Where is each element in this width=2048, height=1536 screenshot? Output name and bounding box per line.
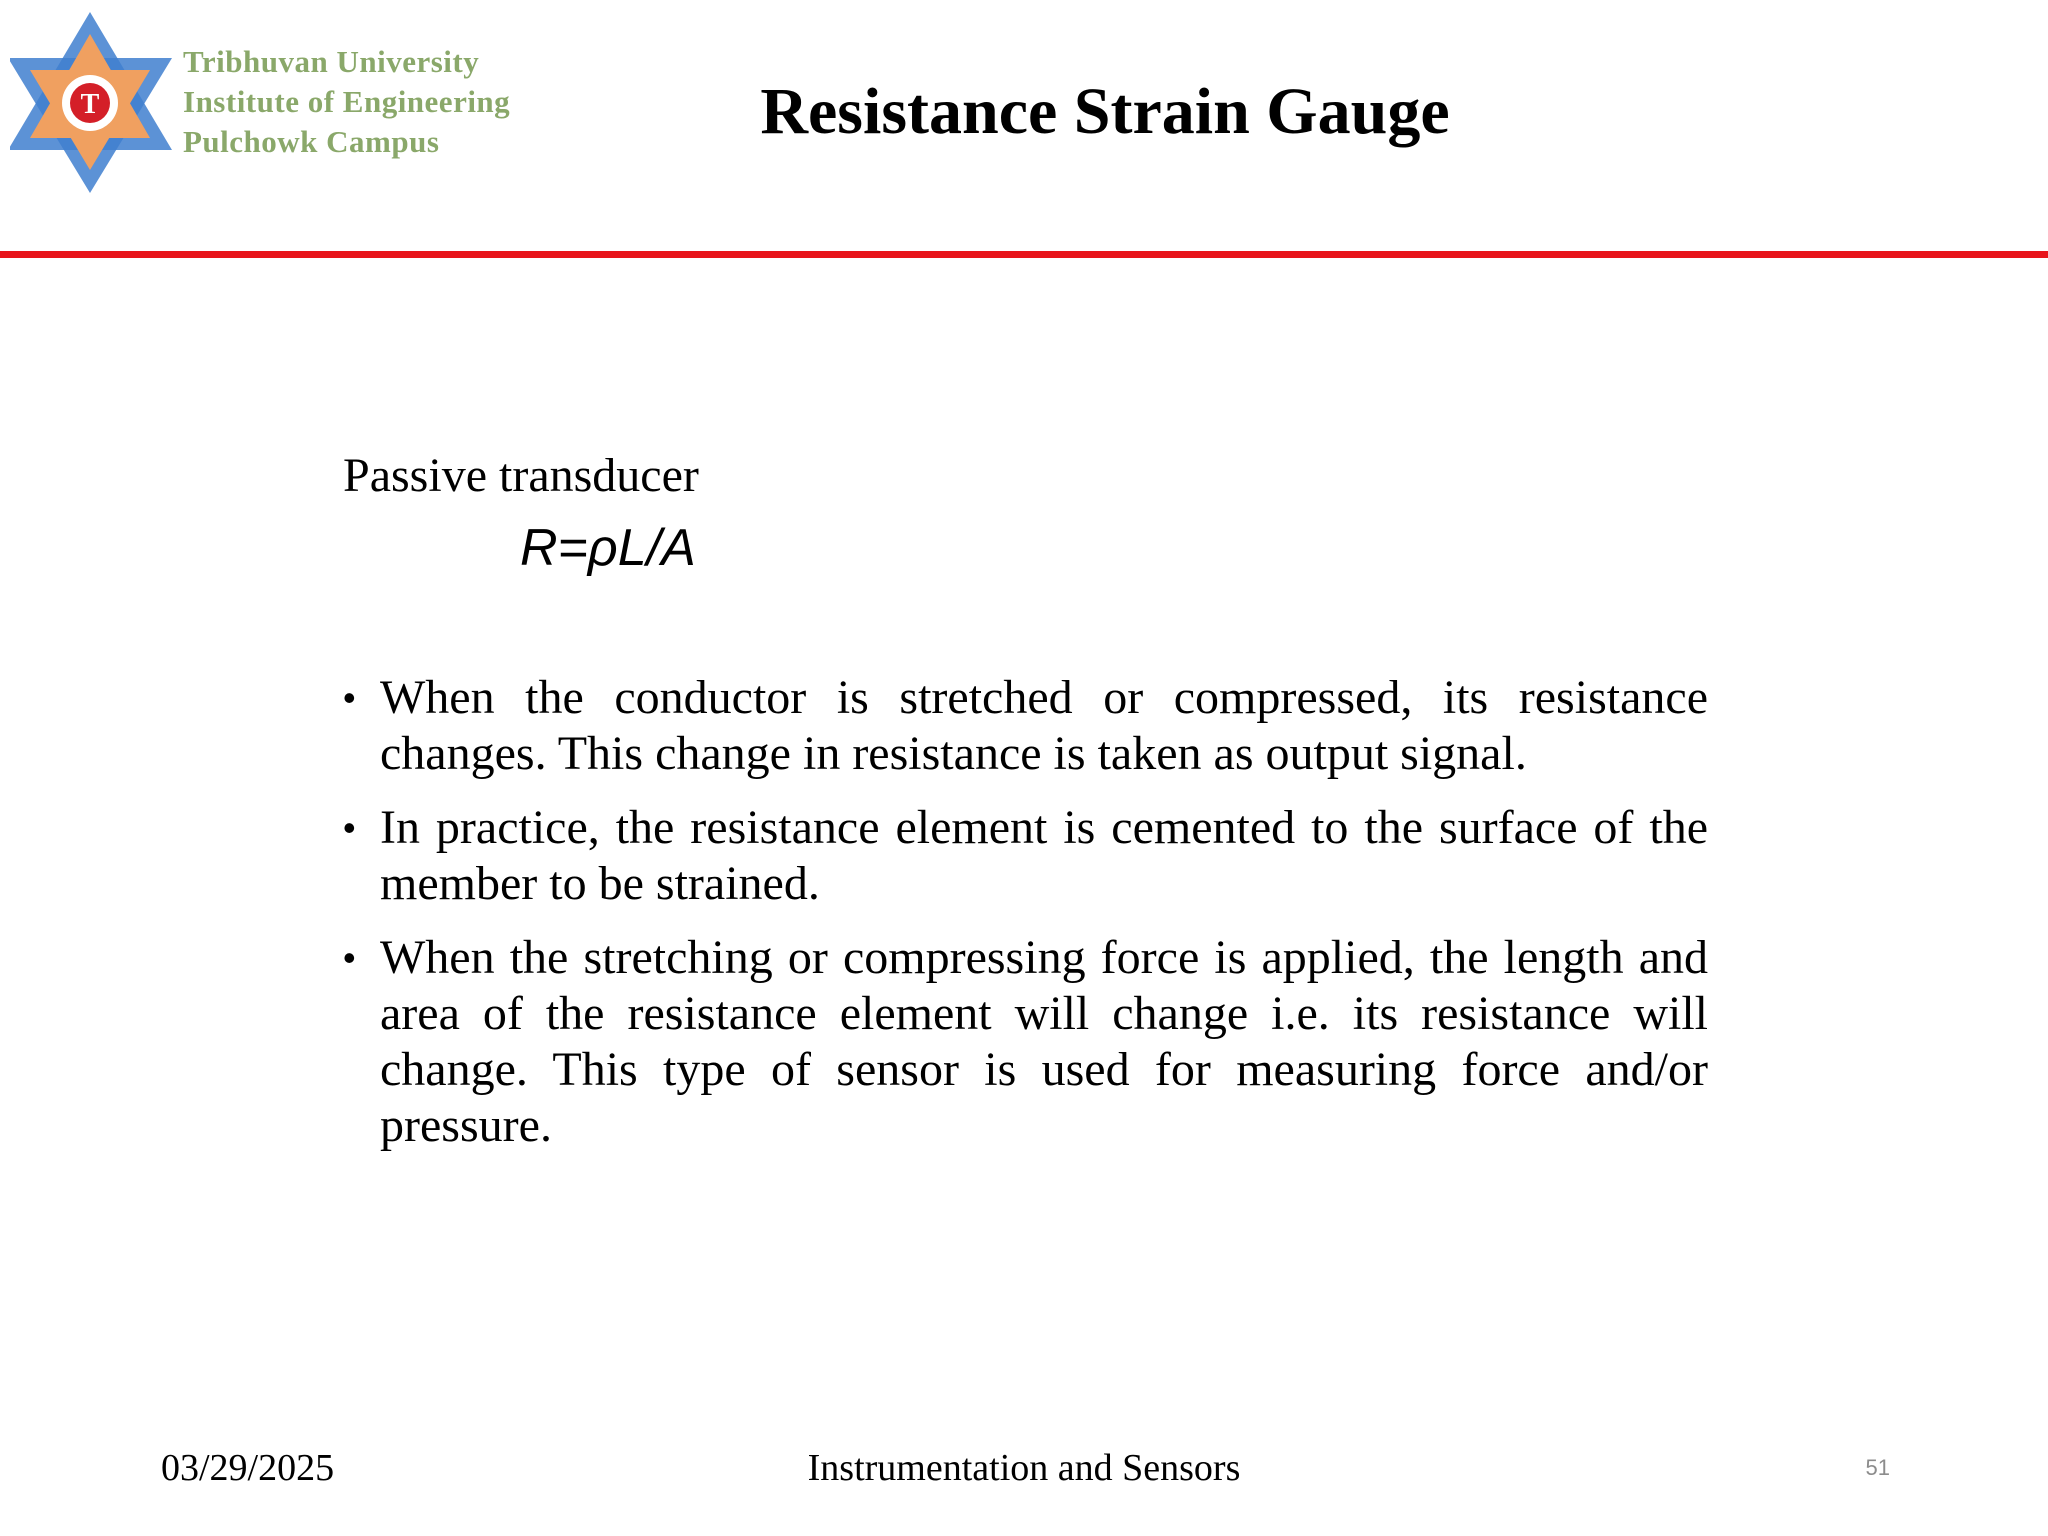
footer-course-title: Instrumentation and Sensors bbox=[807, 1447, 1241, 1489]
logo-line-university: Tribhuvan University bbox=[183, 44, 480, 79]
slide-title: Resistance Strain Gauge bbox=[760, 75, 1450, 148]
bullet-list bbox=[343, 670, 1708, 1172]
institution-name bbox=[183, 42, 510, 162]
bullet-text: In practice, the resistance element is cemented to the surface of the member to be strained. bbox=[380, 801, 1708, 910]
bullet-item bbox=[343, 800, 1708, 912]
bullet-item bbox=[343, 930, 1708, 1154]
logo-line-institute: Institute of Engineering bbox=[183, 84, 511, 119]
logo-line-campus: Pulchowk Campus bbox=[183, 124, 440, 159]
intro-text: Passive transducer bbox=[343, 449, 699, 502]
bullet-icon: • bbox=[343, 677, 356, 718]
university-emblem-icon bbox=[10, 10, 180, 195]
bullet-icon: • bbox=[343, 937, 356, 978]
institution-logo bbox=[10, 10, 610, 195]
bullet-text: When the conductor is stretched or compressed, its resistance changes. This change in resistance is taken as output signal. bbox=[380, 671, 1708, 780]
slide-number: 51 bbox=[1865, 1455, 1890, 1480]
title-divider bbox=[0, 251, 2048, 258]
resistance-formula: R=ρL/A bbox=[520, 519, 696, 577]
emblem-letter: T bbox=[80, 89, 100, 120]
bullet-item bbox=[343, 670, 1708, 782]
footer-date: 03/29/2025 bbox=[161, 1447, 335, 1489]
bullet-icon: • bbox=[343, 807, 356, 848]
bullet-text: When the stretching or compressing force is applied, the length and area of the resistance element will change i.e. its resistance will change. This type of sensor is used for measuring force and/or pressure. bbox=[380, 931, 1708, 1152]
